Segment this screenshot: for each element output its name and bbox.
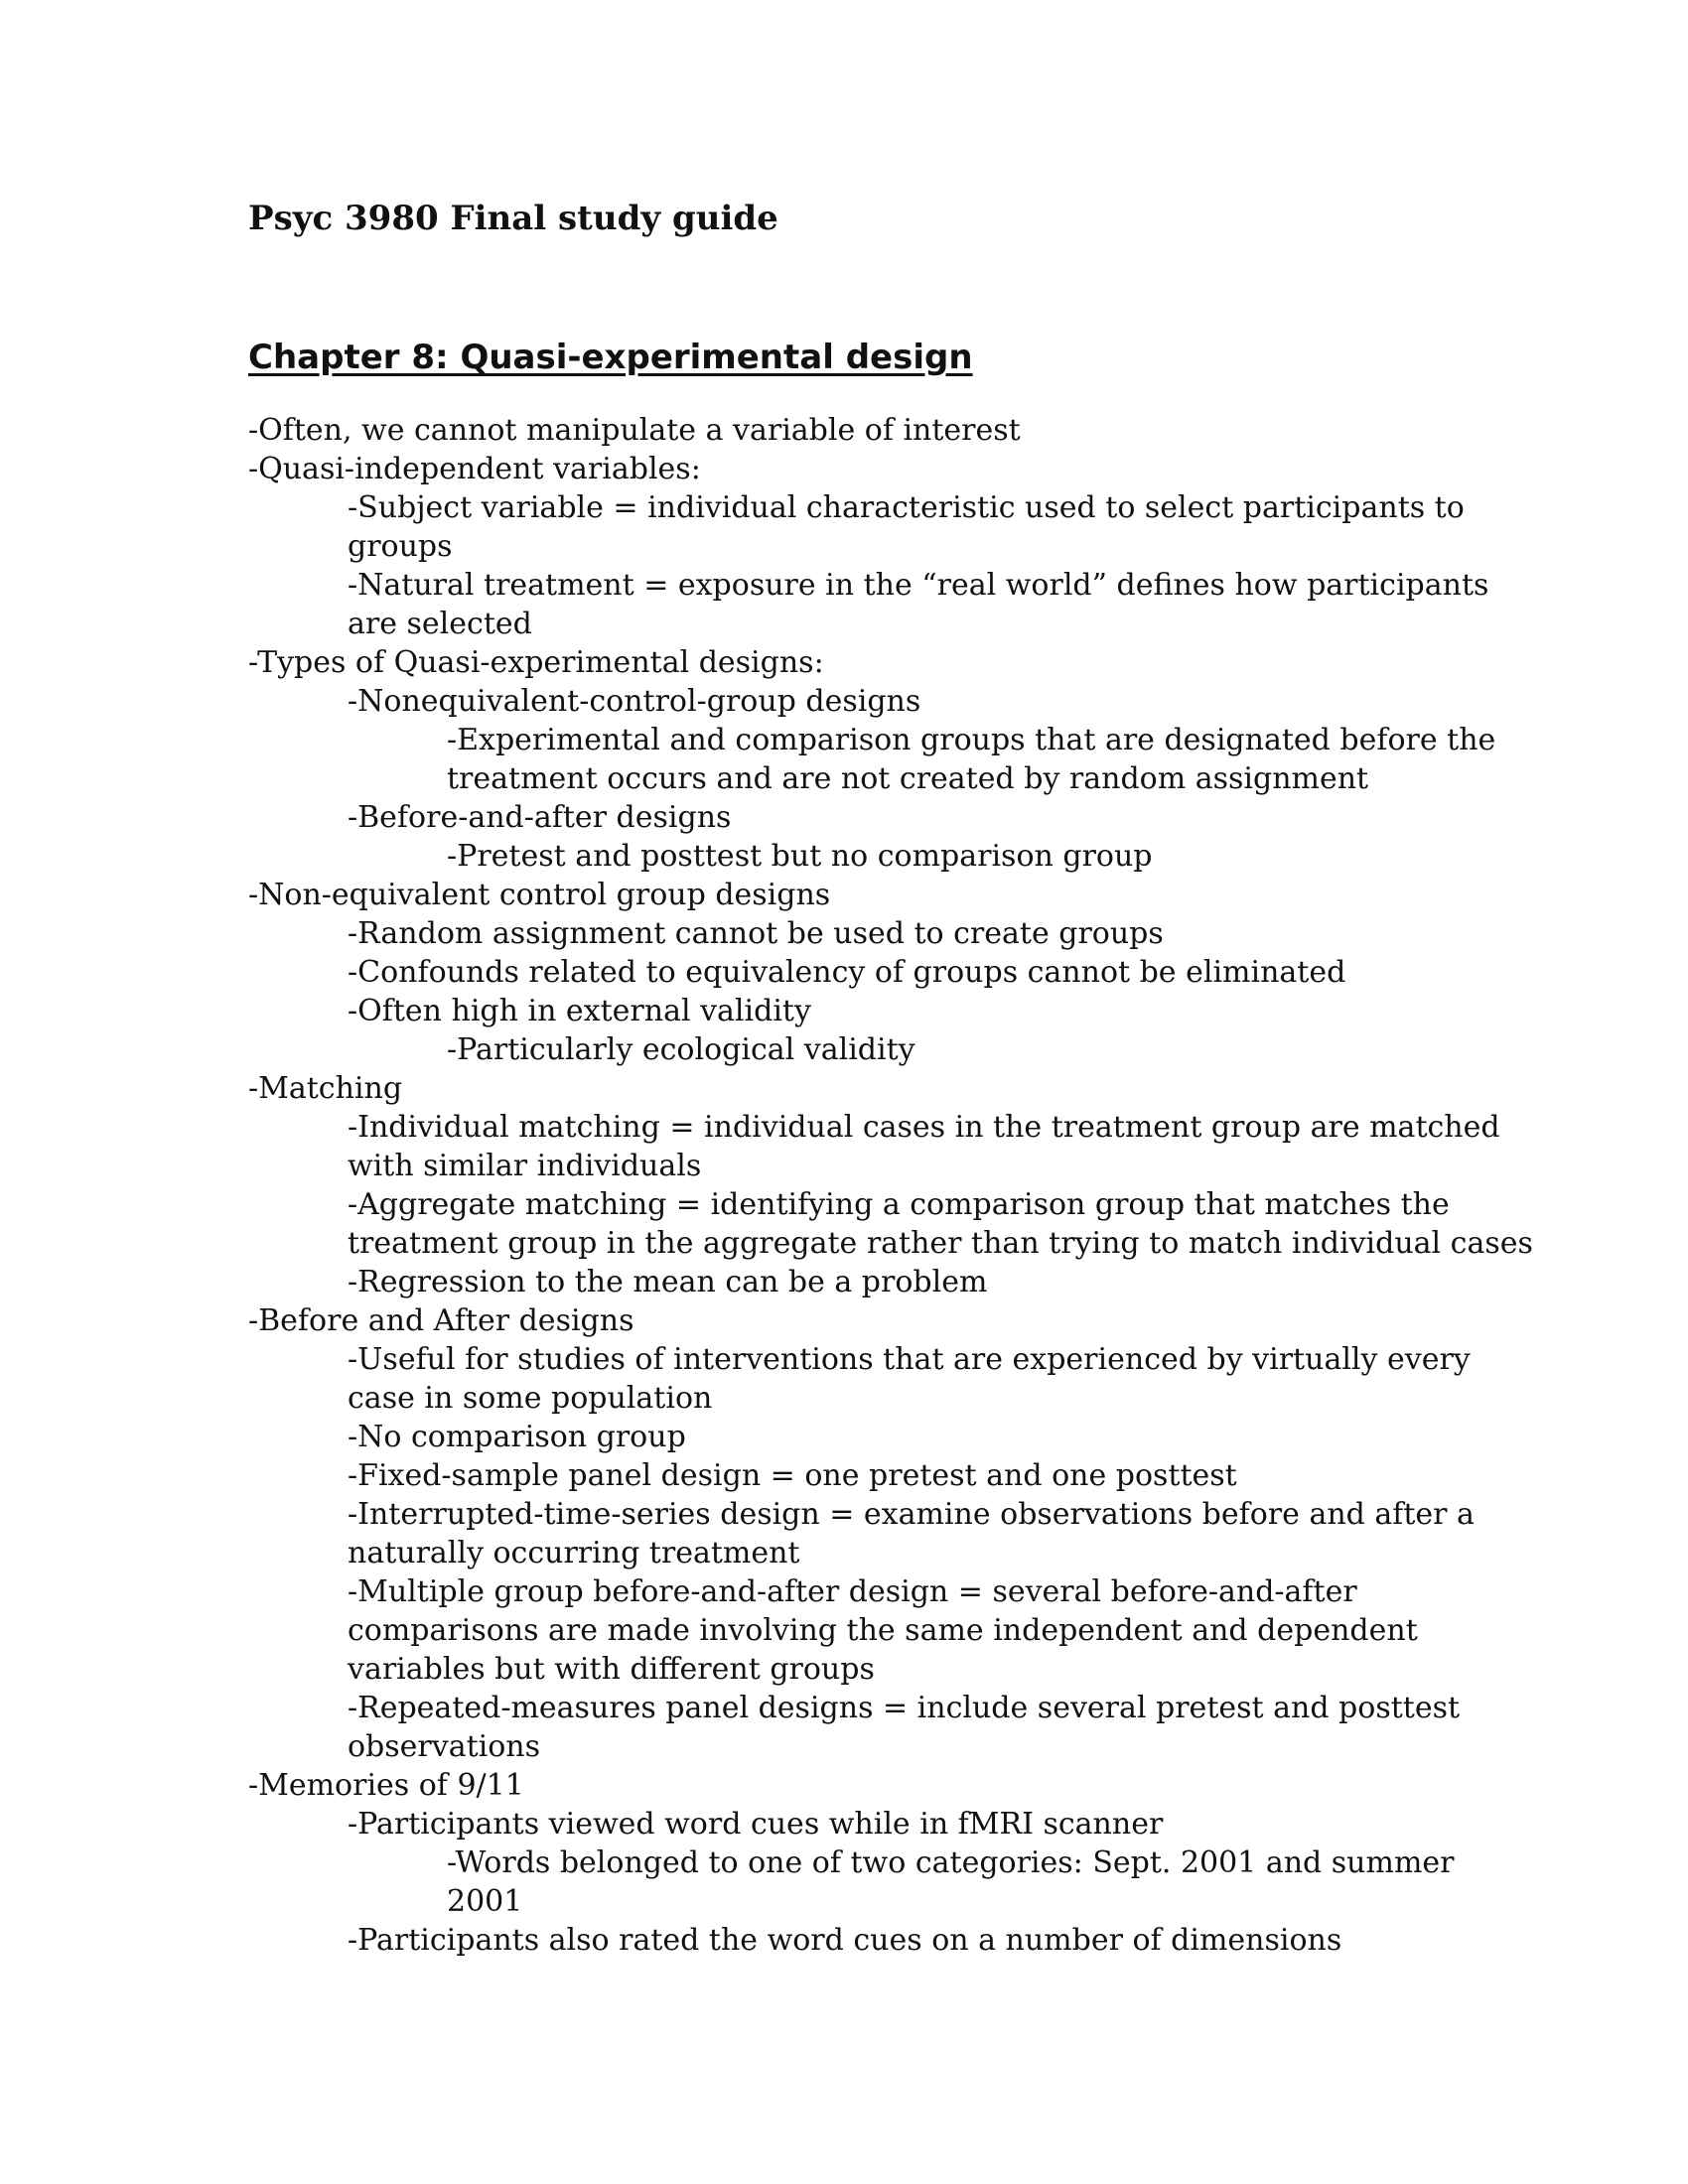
note-line: -Participants viewed word cues while in fMRI scanner: [348, 1807, 1164, 1842]
note-line: -Before-and-after designs: [348, 800, 732, 835]
note-line: treatment group in the aggregate rather than trying to match individual cases: [348, 1226, 1533, 1261]
note-line: -Quasi-independent variables:: [248, 452, 701, 486]
note-line: comparisons are made involving the same independent and dependent: [348, 1613, 1418, 1648]
note-line: -Experimental and comparison groups that are designated before the: [447, 723, 1496, 757]
chapter-heading: Chapter 8: Quasi-experimental design: [248, 338, 973, 377]
note-line: -Multiple group before-and-after design = several before-and-after: [348, 1574, 1357, 1609]
note-line: -Memories of 9/11: [248, 1768, 524, 1803]
note-line: -Interrupted-time-series design = examine observations before and after a: [348, 1497, 1475, 1532]
note-line: -Regression to the mean can be a problem: [348, 1265, 988, 1299]
note-line: -Types of Quasi-experimental designs:: [248, 645, 824, 680]
note-line: -Random assignment cannot be used to create groups: [348, 916, 1164, 951]
note-line: variables but with different groups: [348, 1652, 875, 1687]
note-line: -Before and After designs: [248, 1303, 634, 1338]
note-line: -Nonequivalent-control-group designs: [348, 684, 921, 719]
note-line: -Non-equivalent control group designs: [248, 878, 831, 912]
note-line: -Participants also rated the word cues on a number of dimensions: [348, 1923, 1342, 1958]
note-line: -Natural treatment = exposure in the “real world” defines how participants: [348, 568, 1489, 603]
notes-list: [248, 411, 1533, 1960]
note-line: -Words belonged to one of two categories: Sept. 2001 and summer: [447, 1845, 1455, 1880]
note-line: -Pretest and posttest but no comparison group: [447, 839, 1153, 874]
note-line: -No comparison group: [348, 1420, 686, 1454]
note-line: -Fixed-sample panel design = one pretest and one posttest: [348, 1458, 1237, 1493]
note-line: -Often, we cannot manipulate a variable of interest: [248, 413, 1021, 448]
note-line: -Individual matching = individual cases in the treatment group are matched: [348, 1110, 1500, 1145]
note-line: groups: [348, 529, 453, 564]
note-line: -Aggregate matching = identifying a comparison group that matches the: [348, 1187, 1450, 1222]
note-line: -Matching: [248, 1071, 403, 1106]
note-line: treatment occurs and are not created by random assignment: [447, 761, 1369, 796]
note-line: -Particularly ecological validity: [447, 1032, 915, 1067]
note-line: naturally occurring treatment: [348, 1536, 800, 1570]
note-line: observations: [348, 1729, 541, 1764]
note-line: -Confounds related to equivalency of groups cannot be eliminated: [348, 955, 1346, 990]
note-line: -Useful for studies of interventions that are experienced by virtually every: [348, 1342, 1471, 1377]
note-line: case in some population: [348, 1381, 713, 1416]
note-line: 2001: [447, 1884, 523, 1919]
note-line: with similar individuals: [348, 1149, 702, 1183]
note-line: are selected: [348, 607, 532, 641]
note-line: -Often high in external validity: [348, 994, 811, 1028]
document-title: Psyc 3980 Final study guide: [248, 199, 778, 238]
note-line: -Repeated-measures panel designs = include several pretest and posttest: [348, 1691, 1461, 1725]
note-line: -Subject variable = individual characteristic used to select participants to: [348, 490, 1465, 525]
